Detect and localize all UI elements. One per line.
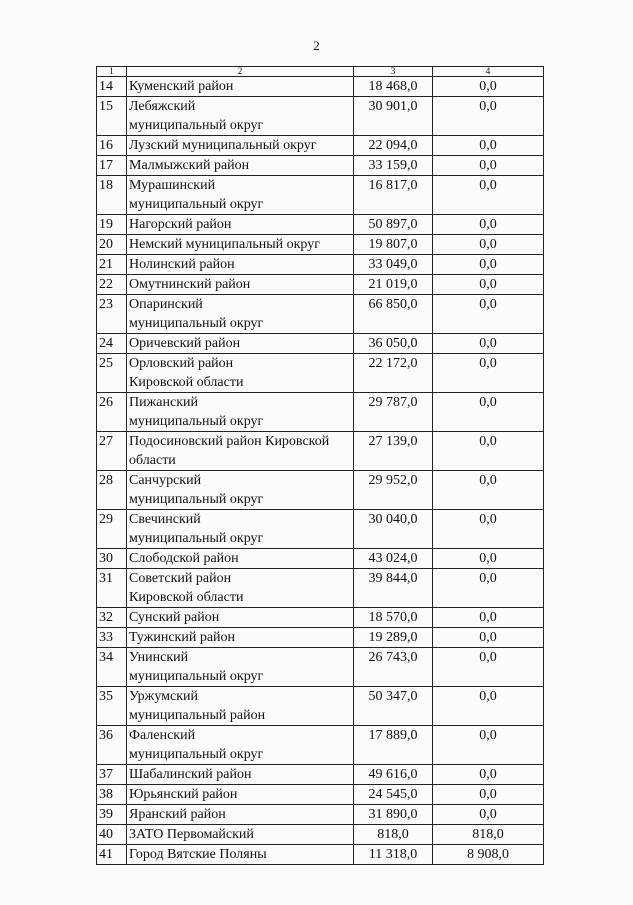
- district-name-line: Город Вятские Поляны: [129, 847, 267, 862]
- column-4-value: 818,0: [433, 825, 544, 845]
- table-row: [97, 235, 544, 255]
- column-4-value: 0,0: [433, 785, 544, 805]
- district-name-line: муниципальный округ: [129, 747, 264, 762]
- column-3-value: 22 094,0: [354, 136, 433, 156]
- district-name-line: муниципальный округ: [129, 316, 264, 331]
- column-3-value: 22 172,0: [354, 354, 433, 393]
- row-number: 30: [97, 549, 127, 569]
- column-3-value: 24 545,0: [354, 785, 433, 805]
- district-name-line: Лузский муниципальный округ: [129, 138, 317, 153]
- district-name: [127, 393, 354, 432]
- table-row: [97, 77, 544, 97]
- column-4-value: 0,0: [433, 176, 544, 215]
- column-3-value: 30 901,0: [354, 97, 433, 136]
- district-name-line: Сунский район: [129, 610, 220, 625]
- row-number: 39: [97, 805, 127, 825]
- column-4-value: 0,0: [433, 295, 544, 334]
- column-3-value: 31 890,0: [354, 805, 433, 825]
- row-number: 14: [97, 77, 127, 97]
- table-row: [97, 825, 544, 845]
- data-table: [96, 66, 544, 865]
- table-row: [97, 628, 544, 648]
- column-3-value: 30 040,0: [354, 510, 433, 549]
- column-3-value: 26 743,0: [354, 648, 433, 687]
- column-3-value: 11 318,0: [354, 845, 433, 865]
- table-row: [97, 510, 544, 549]
- district-name: [127, 648, 354, 687]
- district-name: [127, 785, 354, 805]
- table-row: [97, 845, 544, 865]
- column-4-value: 0,0: [433, 471, 544, 510]
- district-name-line: Шабалинский район: [129, 767, 252, 782]
- column-4-value: 0,0: [433, 687, 544, 726]
- row-number: 20: [97, 235, 127, 255]
- district-name: [127, 136, 354, 156]
- table-header-row: [97, 67, 544, 77]
- column-3-value: 50 897,0: [354, 215, 433, 235]
- column-3-value: 49 616,0: [354, 765, 433, 785]
- column-4-value: 0,0: [433, 805, 544, 825]
- district-name-line: Нолинский район: [129, 257, 235, 272]
- district-name-line: Мурашинский: [129, 178, 216, 193]
- row-number: 33: [97, 628, 127, 648]
- column-3-value: 27 139,0: [354, 432, 433, 471]
- column-header: 4: [433, 67, 544, 77]
- column-4-value: 8 908,0: [433, 845, 544, 865]
- district-name: [127, 255, 354, 275]
- column-3-value: 33 049,0: [354, 255, 433, 275]
- row-number: 18: [97, 176, 127, 215]
- table-row: [97, 97, 544, 136]
- district-name: [127, 97, 354, 136]
- column-3-value: 43 024,0: [354, 549, 433, 569]
- column-header: 2: [127, 67, 354, 77]
- row-number: 36: [97, 726, 127, 765]
- district-name-line: Яранский район: [129, 807, 226, 822]
- column-header: 1: [97, 67, 127, 77]
- district-name-line: ЗАТО Первомайский: [129, 827, 254, 842]
- district-name-line: Куменский район: [129, 79, 234, 94]
- table-row: [97, 354, 544, 393]
- row-number: 37: [97, 765, 127, 785]
- column-4-value: 0,0: [433, 726, 544, 765]
- district-name-line: Оричевский район: [129, 336, 241, 351]
- table-row: [97, 275, 544, 295]
- district-name-line: Тужинский район: [129, 630, 236, 645]
- table-row: [97, 805, 544, 825]
- column-4-value: 0,0: [433, 77, 544, 97]
- district-name-line: Немский муниципальный округ: [129, 237, 320, 252]
- table-row: [97, 648, 544, 687]
- table-row: [97, 136, 544, 156]
- column-4-value: 0,0: [433, 393, 544, 432]
- table-row: [97, 393, 544, 432]
- column-4-value: 0,0: [433, 648, 544, 687]
- column-4-value: 0,0: [433, 432, 544, 471]
- district-name-line: муниципальный район: [129, 708, 266, 723]
- row-number: 22: [97, 275, 127, 295]
- row-number: 32: [97, 608, 127, 628]
- district-name-line: Кировской области: [129, 375, 244, 390]
- district-name-line: Кировской области: [129, 590, 244, 605]
- table-row: [97, 215, 544, 235]
- row-number: 26: [97, 393, 127, 432]
- district-name-line: Орловский район: [129, 356, 234, 371]
- district-name-line: Слободской район: [129, 551, 239, 566]
- row-number: 40: [97, 825, 127, 845]
- district-name: [127, 608, 354, 628]
- column-3-value: 18 570,0: [354, 608, 433, 628]
- row-number: 31: [97, 569, 127, 608]
- district-name-line: Нагорский район: [129, 217, 232, 232]
- district-name-line: Унинский: [129, 650, 189, 665]
- district-name: [127, 354, 354, 393]
- row-number: 16: [97, 136, 127, 156]
- column-4-value: 0,0: [433, 608, 544, 628]
- district-name-line: муниципальный округ: [129, 414, 264, 429]
- column-3-value: 66 850,0: [354, 295, 433, 334]
- column-4-value: 0,0: [433, 235, 544, 255]
- district-name: [127, 845, 354, 865]
- district-name-line: области: [129, 453, 176, 468]
- table-row: [97, 608, 544, 628]
- column-4-value: 0,0: [433, 156, 544, 176]
- district-name: [127, 825, 354, 845]
- table-row: [97, 295, 544, 334]
- district-name: [127, 726, 354, 765]
- district-name-line: Свечинский: [129, 512, 201, 527]
- column-4-value: 0,0: [433, 510, 544, 549]
- page-number: 2: [313, 38, 320, 53]
- row-number: 38: [97, 785, 127, 805]
- row-number: 34: [97, 648, 127, 687]
- column-4-value: 0,0: [433, 215, 544, 235]
- district-name-line: муниципальный округ: [129, 669, 264, 684]
- column-4-value: 0,0: [433, 136, 544, 156]
- district-name: [127, 235, 354, 255]
- table-row: [97, 569, 544, 608]
- column-4-value: 0,0: [433, 275, 544, 295]
- district-name-line: муниципальный округ: [129, 492, 264, 507]
- column-header: 3: [354, 67, 433, 77]
- district-name-line: Подосиновский район Кировской: [129, 434, 330, 449]
- row-number: 15: [97, 97, 127, 136]
- district-name: [127, 805, 354, 825]
- table-row: [97, 687, 544, 726]
- district-name: [127, 334, 354, 354]
- row-number: 19: [97, 215, 127, 235]
- district-name-line: Омутнинский район: [129, 277, 251, 292]
- district-name: [127, 628, 354, 648]
- row-number: 28: [97, 471, 127, 510]
- column-3-value: 29 952,0: [354, 471, 433, 510]
- column-4-value: 0,0: [433, 549, 544, 569]
- district-name: [127, 569, 354, 608]
- table-row: [97, 334, 544, 354]
- row-number: 24: [97, 334, 127, 354]
- table-row: [97, 785, 544, 805]
- row-number: 23: [97, 295, 127, 334]
- table-row: [97, 176, 544, 215]
- column-4-value: 0,0: [433, 334, 544, 354]
- row-number: 25: [97, 354, 127, 393]
- column-3-value: 18 468,0: [354, 77, 433, 97]
- district-name: [127, 77, 354, 97]
- district-name: [127, 549, 354, 569]
- column-4-value: 0,0: [433, 354, 544, 393]
- table-row: [97, 549, 544, 569]
- column-3-value: 29 787,0: [354, 393, 433, 432]
- district-name: [127, 215, 354, 235]
- table-row: [97, 765, 544, 785]
- district-name-line: Фаленский: [129, 728, 196, 743]
- district-name-line: Советский район: [129, 571, 232, 586]
- column-4-value: 0,0: [433, 97, 544, 136]
- row-number: 35: [97, 687, 127, 726]
- row-number: 27: [97, 432, 127, 471]
- district-name-line: Лебяжский: [129, 99, 196, 114]
- district-name-line: Пижанский: [129, 395, 198, 410]
- column-3-value: 50 347,0: [354, 687, 433, 726]
- column-3-value: 818,0: [354, 825, 433, 845]
- column-4-value: 0,0: [433, 255, 544, 275]
- district-name: [127, 432, 354, 471]
- district-name: [127, 687, 354, 726]
- table-row: [97, 432, 544, 471]
- district-name-line: Санчурский: [129, 473, 202, 488]
- district-name-line: муниципальный округ: [129, 531, 264, 546]
- district-name: [127, 295, 354, 334]
- district-name: [127, 510, 354, 549]
- district-name: [127, 156, 354, 176]
- column-3-value: 19 807,0: [354, 235, 433, 255]
- district-name-line: Малмыжский район: [129, 158, 250, 173]
- column-3-value: 33 159,0: [354, 156, 433, 176]
- table-row: [97, 255, 544, 275]
- district-name-line: Юрьянский район: [129, 787, 238, 802]
- table-row: [97, 471, 544, 510]
- district-name: [127, 471, 354, 510]
- district-name-line: муниципальный округ: [129, 118, 264, 133]
- column-4-value: 0,0: [433, 628, 544, 648]
- row-number: 29: [97, 510, 127, 549]
- column-3-value: 21 019,0: [354, 275, 433, 295]
- column-3-value: 39 844,0: [354, 569, 433, 608]
- column-3-value: 16 817,0: [354, 176, 433, 215]
- district-name: [127, 176, 354, 215]
- column-3-value: 36 050,0: [354, 334, 433, 354]
- table-row: [97, 156, 544, 176]
- district-name-line: Опаринский: [129, 297, 203, 312]
- column-4-value: 0,0: [433, 765, 544, 785]
- district-name: [127, 275, 354, 295]
- column-3-value: 19 289,0: [354, 628, 433, 648]
- district-name-line: Уржумский: [129, 689, 199, 704]
- column-4-value: 0,0: [433, 569, 544, 608]
- district-name-line: муниципальный округ: [129, 197, 264, 212]
- district-name: [127, 765, 354, 785]
- row-number: 17: [97, 156, 127, 176]
- table-row: [97, 726, 544, 765]
- column-3-value: 17 889,0: [354, 726, 433, 765]
- row-number: 41: [97, 845, 127, 865]
- row-number: 21: [97, 255, 127, 275]
